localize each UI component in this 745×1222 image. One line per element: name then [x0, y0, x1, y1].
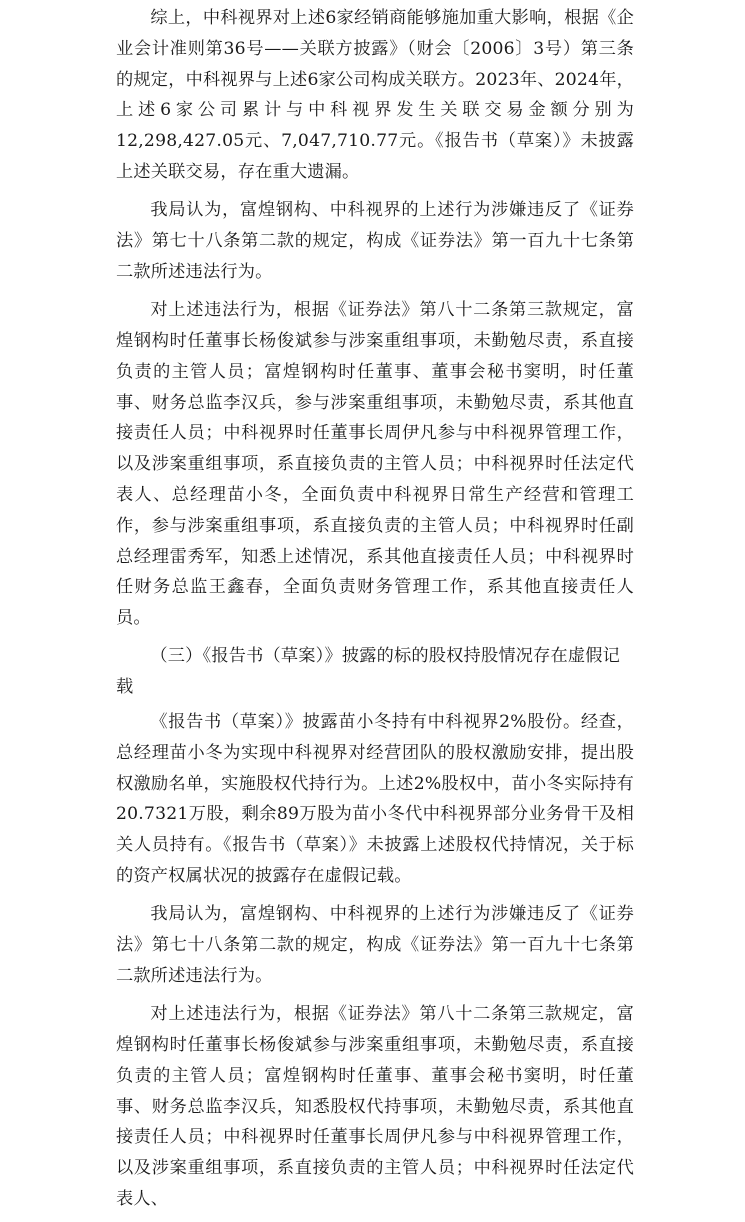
paragraph-responsible-persons-1: 对上述违法行为，根据《证券法》第八十二条第三款规定，富煌钢构时任董事长杨俊斌参与涉案重组事项，未勤勉尽责，系直接负责的主管人员；富煌钢构时任董事、董事会秘书窦明，时任董事、财务总监李汉兵，参与涉案重组事项，未勤勉尽责，系其他直接责任人员；中科视界时任董事长周伊凡参与中科视界管理工作，以及涉案重组事项，系直接负责的主管人员；中科视界时任法定代表人、总经理苗小冬，全面负责中科视界日常生产经营和管理工作，参与涉案重组事项，系直接负责的主管人员；中科视界时任副总经理雷秀军，知悉上述情况，系其他直接责任人员；中科视界时任财务总监王鑫春，全面负责财务管理工作，系其他直接责任人员。	[116, 300, 634, 629]
paragraph-responsible-persons-2: 对上述违法行为，根据《证券法》第八十二条第三款规定，富煌钢构时任董事长杨俊斌参与涉案重组事项，未勤勉尽责，系直接负责的主管人员；富煌钢构时任董事、董事会秘书窦明，时任董事、财务总监李汉兵，知悉股权代持事项，未勤勉尽责，系其他直接责任人员；中科视界时任董事长周伊凡参与中科视界管理工作，以及涉案重组事项，系直接负责的主管人员；中科视界时任法定代表人、	[116, 1004, 634, 1209]
document-page	[116, 3, 634, 1222]
paragraph-bureau-opinion-2: 我局认为，富煌钢构、中科视界的上述行为涉嫌违反了《证券法》第七十八条第二款的规定，构成《证券法》第一百九十七条第二款所述违法行为。	[116, 904, 634, 986]
paragraph-equity-holding: 《报告书（草案）》披露苗小冬持有中科视界2%股份。经查，总经理苗小冬为实现中科视界对经营团队的股权激励安排，提出股权激励名单，实施股权代持行为。上述2%股权中，苗小冬实际持有20.7321万股，剩余89万股为苗小冬代中科视界部分业务骨干及相关人员持有。《报告书（草案）》未披露上述股权代持情况，关于标的资产权属状况的披露存在虚假记载。	[116, 712, 634, 887]
paragraph-related-party-conclusion: 综上，中科视界对上述6家经销商能够施加重大影响，根据《企业会计准则第36号——关联方披露》（财会〔2006〕3号）第三条的规定，中科视界与上述6家公司构成关联方。2023年、2024年，上述6家公司累计与中科视界发生关联交易金额分别为12,298,427.05元、7,047,710.77元。《报告书（草案）》未披露上述关联交易，存在重大遗漏。	[116, 8, 634, 182]
paragraph-bureau-opinion-1: 我局认为，富煌钢构、中科视界的上述行为涉嫌违反了《证券法》第七十八条第二款的规定，构成《证券法》第一百九十七条第二款所述违法行为。	[116, 200, 634, 282]
section-heading-3: （三）《报告书（草案）》披露的标的股权持股情况存在虚假记载	[116, 646, 621, 698]
